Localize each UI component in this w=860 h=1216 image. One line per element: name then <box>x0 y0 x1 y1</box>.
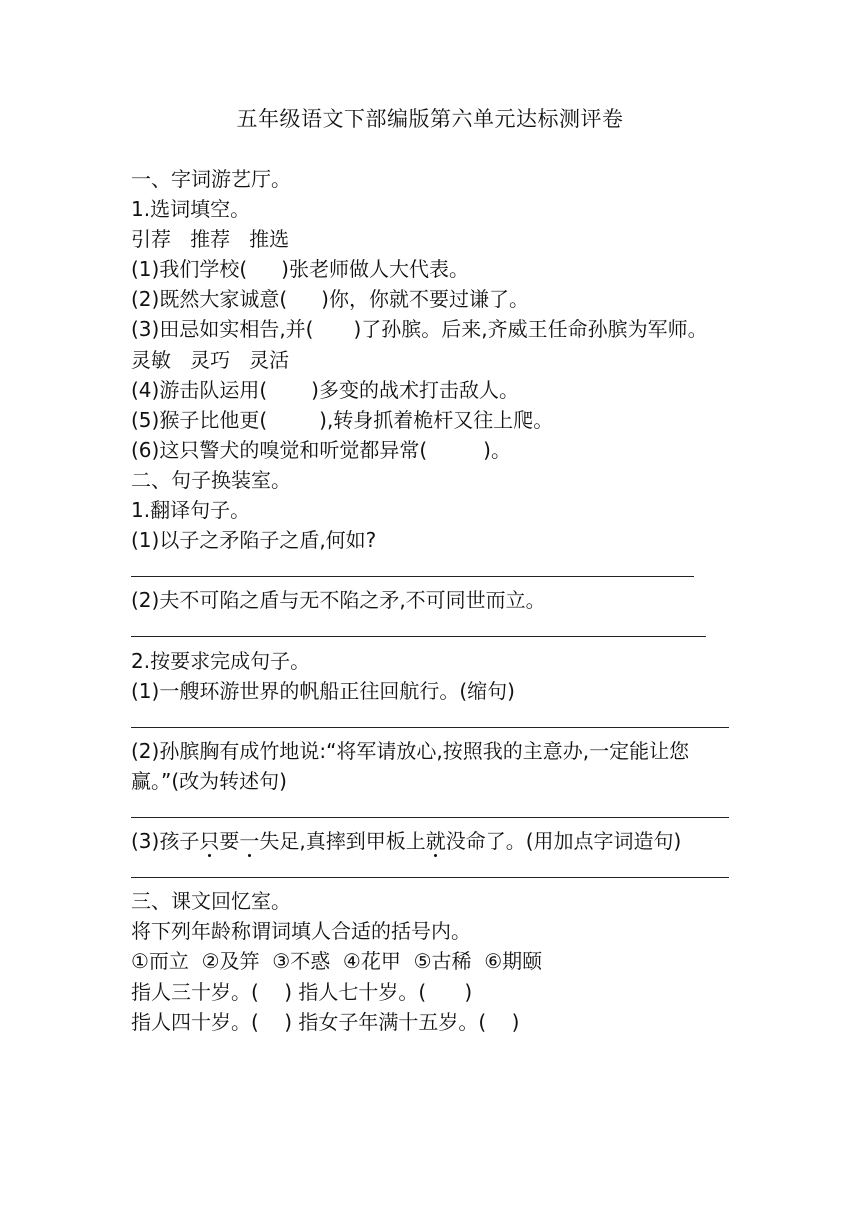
fill-blank-item <box>131 405 731 435</box>
item-text: )你，你就不要过谦了。 <box>321 287 529 312</box>
item-text: )张老师做人大代表。 <box>281 257 469 282</box>
translate-item: (1)以子之矛陷子之盾,何如? <box>131 528 377 553</box>
match-row[interactable]: 指人四十岁。( ) 指女子年满十五岁。( ) <box>131 1009 520 1034</box>
fill-blank-item <box>131 375 731 405</box>
item-text: )了孙膑。后来,齐威王任命孙膑为军师。 <box>353 317 708 342</box>
question-label: 1.选词填空。 <box>131 197 251 222</box>
item-text: (4)游击队运用( <box>131 377 268 402</box>
item-text: 失足,真摔到甲板上 <box>259 829 426 854</box>
item-text: (6)这只警犬的嗅觉和听觉都异常( <box>131 437 428 462</box>
instruction-text: 将下列年龄称谓词填人合适的括号内。 <box>131 919 471 944</box>
rewrite-item: (2)孙膑胸有成竹地说:“将军请放心,按照我的主意办,一定能让您赢。”(改为转述句) <box>131 738 690 793</box>
item-text: ),转身抓着桅杆又往上爬。 <box>319 407 554 432</box>
dotted-char: 就 <box>425 829 446 854</box>
item-text: 要 <box>219 829 240 854</box>
question-label: 2.按要求完成句子。 <box>131 648 311 673</box>
item-text: (1)我们学校( <box>131 257 248 282</box>
translate-item: (2)夫不可陷之盾与无不陷之矛,不可同世而立。 <box>131 588 546 613</box>
section-heading: 三、课文回忆室。 <box>131 889 291 914</box>
item-text: (3)孩子 <box>131 829 200 854</box>
age-options: ①而立 ②及笄 ③不惑 ④花甲 ⑤古稀 ⑥期颐 <box>131 949 543 974</box>
item-text: 没命了。(用加点字词造句) <box>445 829 682 854</box>
word-choices: 引荐 推荐 推选 <box>131 227 290 252</box>
answer-line[interactable] <box>131 615 706 637</box>
fill-blank-item <box>131 435 731 465</box>
section-heading: 一、字词游艺厅。 <box>131 167 291 191</box>
dotted-char: 只 <box>199 829 220 854</box>
fill-blank-item <box>131 254 731 284</box>
item-text: (2)既然大家诚意( <box>131 287 288 312</box>
section-heading: 二、句子换装室。 <box>131 467 291 492</box>
worksheet-body <box>131 164 731 1037</box>
question-label: 1.翻译句子。 <box>131 498 251 523</box>
answer-line[interactable] <box>131 796 729 818</box>
rewrite-item: (1)一艘环游世界的帆船正往回航行。(缩句) <box>131 678 515 703</box>
answer-line[interactable] <box>131 555 694 577</box>
answer-line[interactable] <box>131 856 729 878</box>
item-text: )。 <box>483 437 511 462</box>
fill-blank-item <box>131 314 731 344</box>
item-text: (5)猴子比他更( <box>131 407 268 432</box>
item-text: )多变的战术打击敌人。 <box>311 377 519 402</box>
item-text: (3)田忌如实相告,并( <box>131 317 314 342</box>
answer-line[interactable] <box>131 706 729 728</box>
match-row[interactable]: 指人三十岁。( ) 指人七十岁。( ) <box>131 979 473 1004</box>
word-choices: 灵敏 灵巧 灵活 <box>131 347 290 372</box>
fill-blank-item <box>131 284 731 314</box>
rewrite-item <box>131 826 731 856</box>
page-title: 五年级语文下部编版第六单元达标测评卷 <box>236 107 624 131</box>
dotted-char: 一 <box>239 829 260 854</box>
